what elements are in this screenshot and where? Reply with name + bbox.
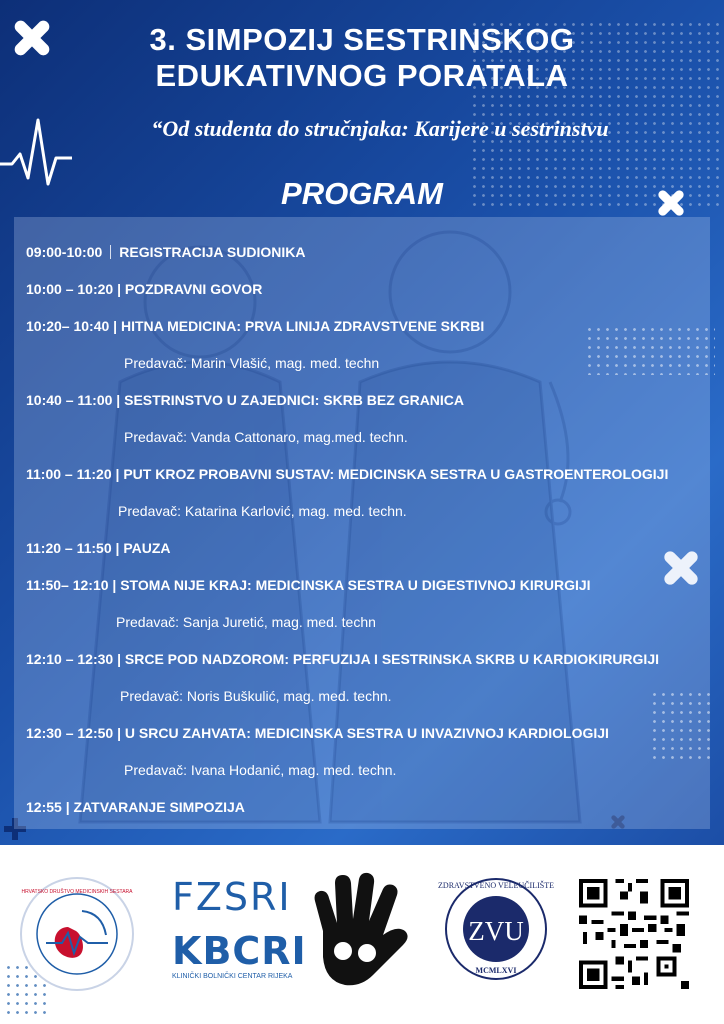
hdms-ring-text: HRVATSKO DRUŠTVO MEDICINSKIH SESTARA	[21, 889, 133, 895]
fzsri-logo: FZSRI	[172, 875, 292, 919]
schedule-time: 12:30 – 12:50 |	[26, 725, 121, 741]
schedule-title: PUT KROZ PROBAVNI SUSTAV: MEDICINSKA SESTRA U GASTROENTEROLOGIJI	[123, 466, 669, 482]
schedule-title: ZATVARANJE SIMPOZIJA	[73, 799, 245, 815]
schedule-row-registration	[26, 244, 305, 260]
separator-bar	[110, 245, 111, 259]
kbcri-caption: KLINIČKI BOLNIČKI CENTAR RIJEKA	[172, 973, 293, 980]
speaker-line: Predavač: Ivana Hodanić, mag. med. techn.	[124, 762, 397, 778]
schedule-time: 11:50– 12:10 |	[26, 577, 117, 593]
speaker-line: Predavač: Vanda Cattonaro, mag.med. techn.	[124, 429, 408, 445]
schedule-row-emergency	[26, 318, 484, 334]
speaker-line: Predavač: Sanja Juretić, mag. med. techn	[116, 614, 376, 630]
schedule-title: U SRCU ZAHVATA: MEDICINSKA SESTRA U INVAZIVNOJ KARDIOLOGIJI	[124, 725, 609, 741]
schedule-title: SESTRINSTVO U ZAJEDNICI: SKRB BEZ GRANICA	[124, 392, 465, 408]
speaker-line: Predavač: Noris Buškulić, mag. med. techn.	[120, 688, 392, 704]
schedule-time: 12:55 |	[26, 799, 70, 815]
sponsor-logos-strip	[0, 845, 724, 1024]
schedule-time: 09:00-10:00	[26, 244, 103, 260]
speaker-line: Predavač: Katarina Karlović, mag. med. techn.	[118, 503, 407, 519]
schedule-time: 10:20– 10:40 |	[26, 318, 118, 334]
speaker-line: Predavač: Marin Vlašić, mag. med. techn	[124, 355, 380, 371]
schedule-row-cardiosurgery	[26, 651, 659, 667]
schedule-row-cardiology	[26, 725, 609, 741]
schedule-title: PAUZA	[123, 540, 171, 556]
schedule-title: POZDRAVNI GOVOR	[124, 281, 263, 297]
schedule-row-closing	[26, 799, 245, 815]
schedule-title: SRCE POD NADZOROM: PERFUZIJA I SESTRINSKA SKRB U KARDIOKIRURGIJI	[124, 651, 659, 667]
schedule-time: 11:00 – 11:20 |	[26, 466, 120, 482]
event-subtitle: “Od studenta do stručnjaka: Karijere u sestrinstvu	[151, 116, 609, 141]
qr-code[interactable]	[575, 875, 693, 993]
zvu-ring-text: ZDRAVSTVENO VELEUČILIŠTE	[438, 881, 554, 890]
event-title-line-1: 3. SIMPOZIJ SESTRINSKOG	[149, 22, 575, 57]
program-heading: PROGRAM	[281, 176, 443, 211]
schedule-time: 11:20 – 11:50 |	[26, 540, 120, 556]
schedule-row-break	[26, 540, 171, 556]
schedule-time: 12:10 – 12:30 |	[26, 651, 121, 667]
schedule-time: 10:00 – 10:20 |	[26, 281, 121, 297]
zvu-logo	[438, 869, 554, 997]
schedule-title: REGISTRACIJA SUDIONIKA	[119, 244, 306, 260]
event-title-line-2: EDUKATIVNOG PORATALA	[155, 58, 569, 93]
schedule-row-stoma	[26, 577, 591, 593]
zvu-year: MCMLXVI	[475, 966, 517, 975]
schedule-time: 10:40 – 11:00 |	[26, 392, 121, 408]
schedule-title: STOMA NIJE KRAJ: MEDICINSKA SESTRA U DIGESTIVNOJ KIRURGIJI	[120, 577, 591, 593]
zvu-monogram: ZVU	[468, 916, 524, 946]
schedule-title: HITNA MEDICINA: PRVA LINIJA ZDRAVSTVENE SKRBI	[121, 318, 485, 334]
schedule-row-community	[26, 392, 464, 408]
schedule-row-welcome	[26, 281, 262, 297]
kbcri-logo: KBCRI	[172, 929, 307, 973]
schedule-row-gastro	[26, 466, 668, 482]
hdms-logo	[18, 875, 136, 993]
hand-logo	[305, 871, 415, 991]
